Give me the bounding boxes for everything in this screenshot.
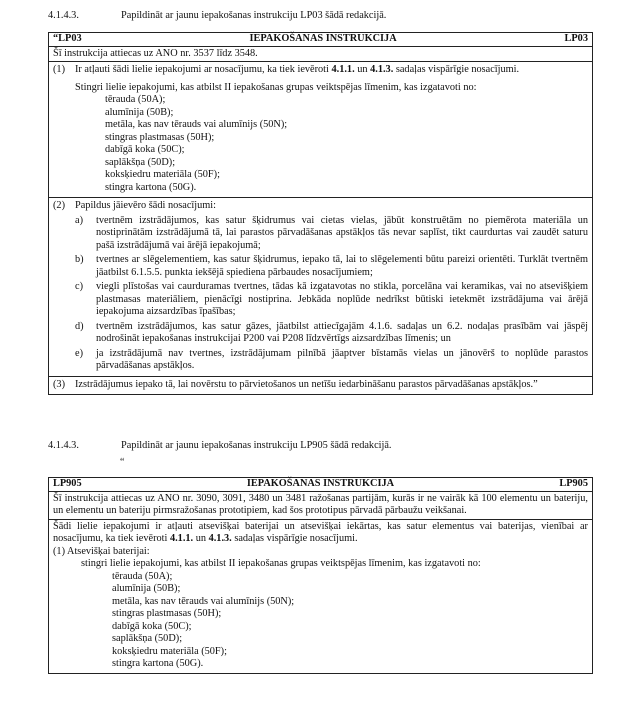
- lp905-stingri: stingri lielie iepakojumi, kas atbilst II iepakošanas grupas veiktspējas līmenim, kas izgatavoti no:: [81, 558, 481, 569]
- section-heading-1: [48, 10, 386, 23]
- list-item: dabīgā koka (50C);: [112, 620, 192, 632]
- list-item: stingras plastmasas (50H);: [105, 131, 215, 143]
- lp03-materials-list: [75, 94, 588, 194]
- list-item: alumīnija (50B);: [105, 106, 174, 118]
- lp905-instruction-table: [48, 477, 593, 674]
- lp03-p2-item-c: c) viegli plīstošas vai caurduramas tvertnes, tādas kā izgatavotas no stikla, porcelāna vai keramikas, vai no atsevišķiem plastmasas materiāliem, pienācīgi nostiprina. Jebkāda noplūde nedrīkst būtiski ietekmēt izstrādājuma vai ārējā iepakojuma aizsardzības īpašības;: [75, 281, 588, 317]
- lp03-p2-item-d: d) tvertnēm izstrādājumos, kas satur gāzes, jāatbilst attiecīgajām 4.1.6. sadaļas un 6.2. nodaļas prasībām vai jāspēj nodrošināt iepakošanas instrukcijai P200 vai P208 līdzvērtīgs aizsardzības līmenis; un: [75, 320, 588, 344]
- section-number: 4.1.4.3.: [48, 440, 79, 451]
- lp03-title: IEPAKOŠANAS INSTRUKCIJA: [249, 33, 397, 44]
- opening-quote-mark: “: [120, 457, 125, 468]
- list-item: koksķiedru materiāla (50F);: [112, 645, 227, 657]
- section-heading-text: Papildināt ar jaunu iepakošanas instrukciju LP03 šādā redakcijā.: [121, 10, 387, 21]
- lp03-p2-item-b: b) tvertnes ar slēgelementiem, kas satur šķidrumus, iepako tā, lai to slēgelementi būtu pareizi orientēti. Turklāt tvertnēm jāatbilst 6.1.5.5. punkta iekšējā spiediena pārbaudes nosacījumiem;: [75, 254, 588, 278]
- lp03-p3-text: Izstrādājumus iepako tā, lai novērstu to pārvietošanos un netīšu iedarbināšanu parastos pārvadāšanas apstākļos.”: [75, 378, 538, 390]
- list-item: stingra kartona (50G).: [105, 181, 197, 193]
- lp03-instruction-table: [48, 32, 593, 395]
- lp905-scope: Šī instrukcija attiecas uz ANO nr. 3090, 3091, 3480 un 3481 ražošanas partijām, kurās ir ne vairāk kā 100 elementu un bateriju, un elementu un bateriju pirmsražošanas prototipiem, kad šos prototipus pārvadā pārbaužu veikšanai.: [53, 492, 588, 516]
- lp03-p2-item-e: e) ja izstrādājumā nav tvertnes, izstrādājumam pilnībā jāaptver bīstamās vielas un jānovērš to noplūde parastos pārvadāšanas apstākļos.: [75, 347, 588, 371]
- list-item: metāla, kas nav tērauds vai alumīnijs (50N);: [105, 119, 288, 130]
- lp03-code-left: “LP03: [53, 33, 82, 44]
- lp03-code-right: LP03: [564, 33, 588, 44]
- lp905-p1-label: (1) Atsevišķai baterijai:: [53, 545, 150, 557]
- list-item: tērauda (50A);: [105, 94, 166, 105]
- list-item: koksķiedru materiāla (50F);: [105, 169, 220, 180]
- section-number: 4.1.4.3.: [48, 10, 79, 21]
- lp905-materials-list: [53, 571, 588, 671]
- lp03-p2-row: [49, 198, 593, 377]
- lp03-p1-text: Ir atļauti šādi lielie iepakojumi ar nosacījumu, ka tiek ievēroti 4.1.1. un 4.1.3. sadaļas vispārīgie nosacījumi.: [75, 64, 520, 75]
- lp03-p2-intro: Papildus jāievēro šādi nosacījumi:: [75, 200, 216, 211]
- lp905-title-row: [49, 478, 593, 492]
- lp03-title-row: [49, 33, 593, 47]
- lp905-title: IEPAKOŠANAS INSTRUKCIJA: [246, 478, 395, 489]
- lp905-code-right: LP905: [559, 478, 588, 489]
- lp905-intro: Šādi lielie iepakojumi ir atļauti atsevišķai baterijai un atsevišķai iekārtas, kas satur elementus vai baterijas, vienībai ar nosacījumu, ka tiek ievēroti 4.1.1. un 4.1.3. sadaļas vispārīgie nosacījumi.: [53, 520, 588, 544]
- lp03-p2-item-a: a) tvertnēm izstrādājumos, kas satur šķidrumus vai cietas vielas, jābūt konstruētām no piemērota materiāla un nostiprinātām izstrādājumā tā, lai parastos pārvadāšanas apstākļos tās nevar saplīst, tikt caurdurtas vai zaudēt saturu pašā izstrādājumā vai ārējā iepakojumā;: [75, 214, 588, 251]
- lp905-code-left: LP905: [53, 478, 82, 489]
- lp905-scope-row: [49, 491, 593, 519]
- section-heading-text: Papildināt ar jaunu iepakošanas instrukciju LP905 šādā redakcijā.: [121, 440, 392, 451]
- list-item: saplākšņa (50D);: [112, 633, 183, 644]
- list-item: stingras plastmasas (50H);: [112, 608, 222, 619]
- section-heading-2: [48, 440, 392, 453]
- list-item: alumīnija (50B);: [112, 583, 181, 594]
- lp03-p3-row: [49, 376, 593, 395]
- list-item: metāla, kas nav tērauds vai alumīnijs (50N);: [112, 595, 295, 607]
- list-item: stingra kartona (50G).: [112, 658, 204, 669]
- lp03-scope-row: [49, 46, 593, 62]
- list-item: dabīgā koka (50C);: [105, 144, 185, 155]
- lp03-p2-number: (2): [53, 200, 66, 211]
- lp905-body-row: [49, 519, 593, 673]
- lp03-p1-number: (1): [53, 64, 66, 75]
- list-item: tērauda (50A);: [112, 570, 173, 582]
- lp03-p3-number: (3): [53, 378, 66, 390]
- lp03-p1-stingri: Stingri lielie iepakojumi, kas atbilst II iepakošanas grupas veiktspējas līmenim, kas izgatavoti no:: [75, 81, 477, 93]
- lp03-scope: Šī instrukcija attiecas uz ANO nr. 3537 līdz 3548.: [53, 47, 258, 59]
- lp03-p1-row: [49, 62, 593, 198]
- list-item: saplākšņa (50D);: [105, 156, 176, 168]
